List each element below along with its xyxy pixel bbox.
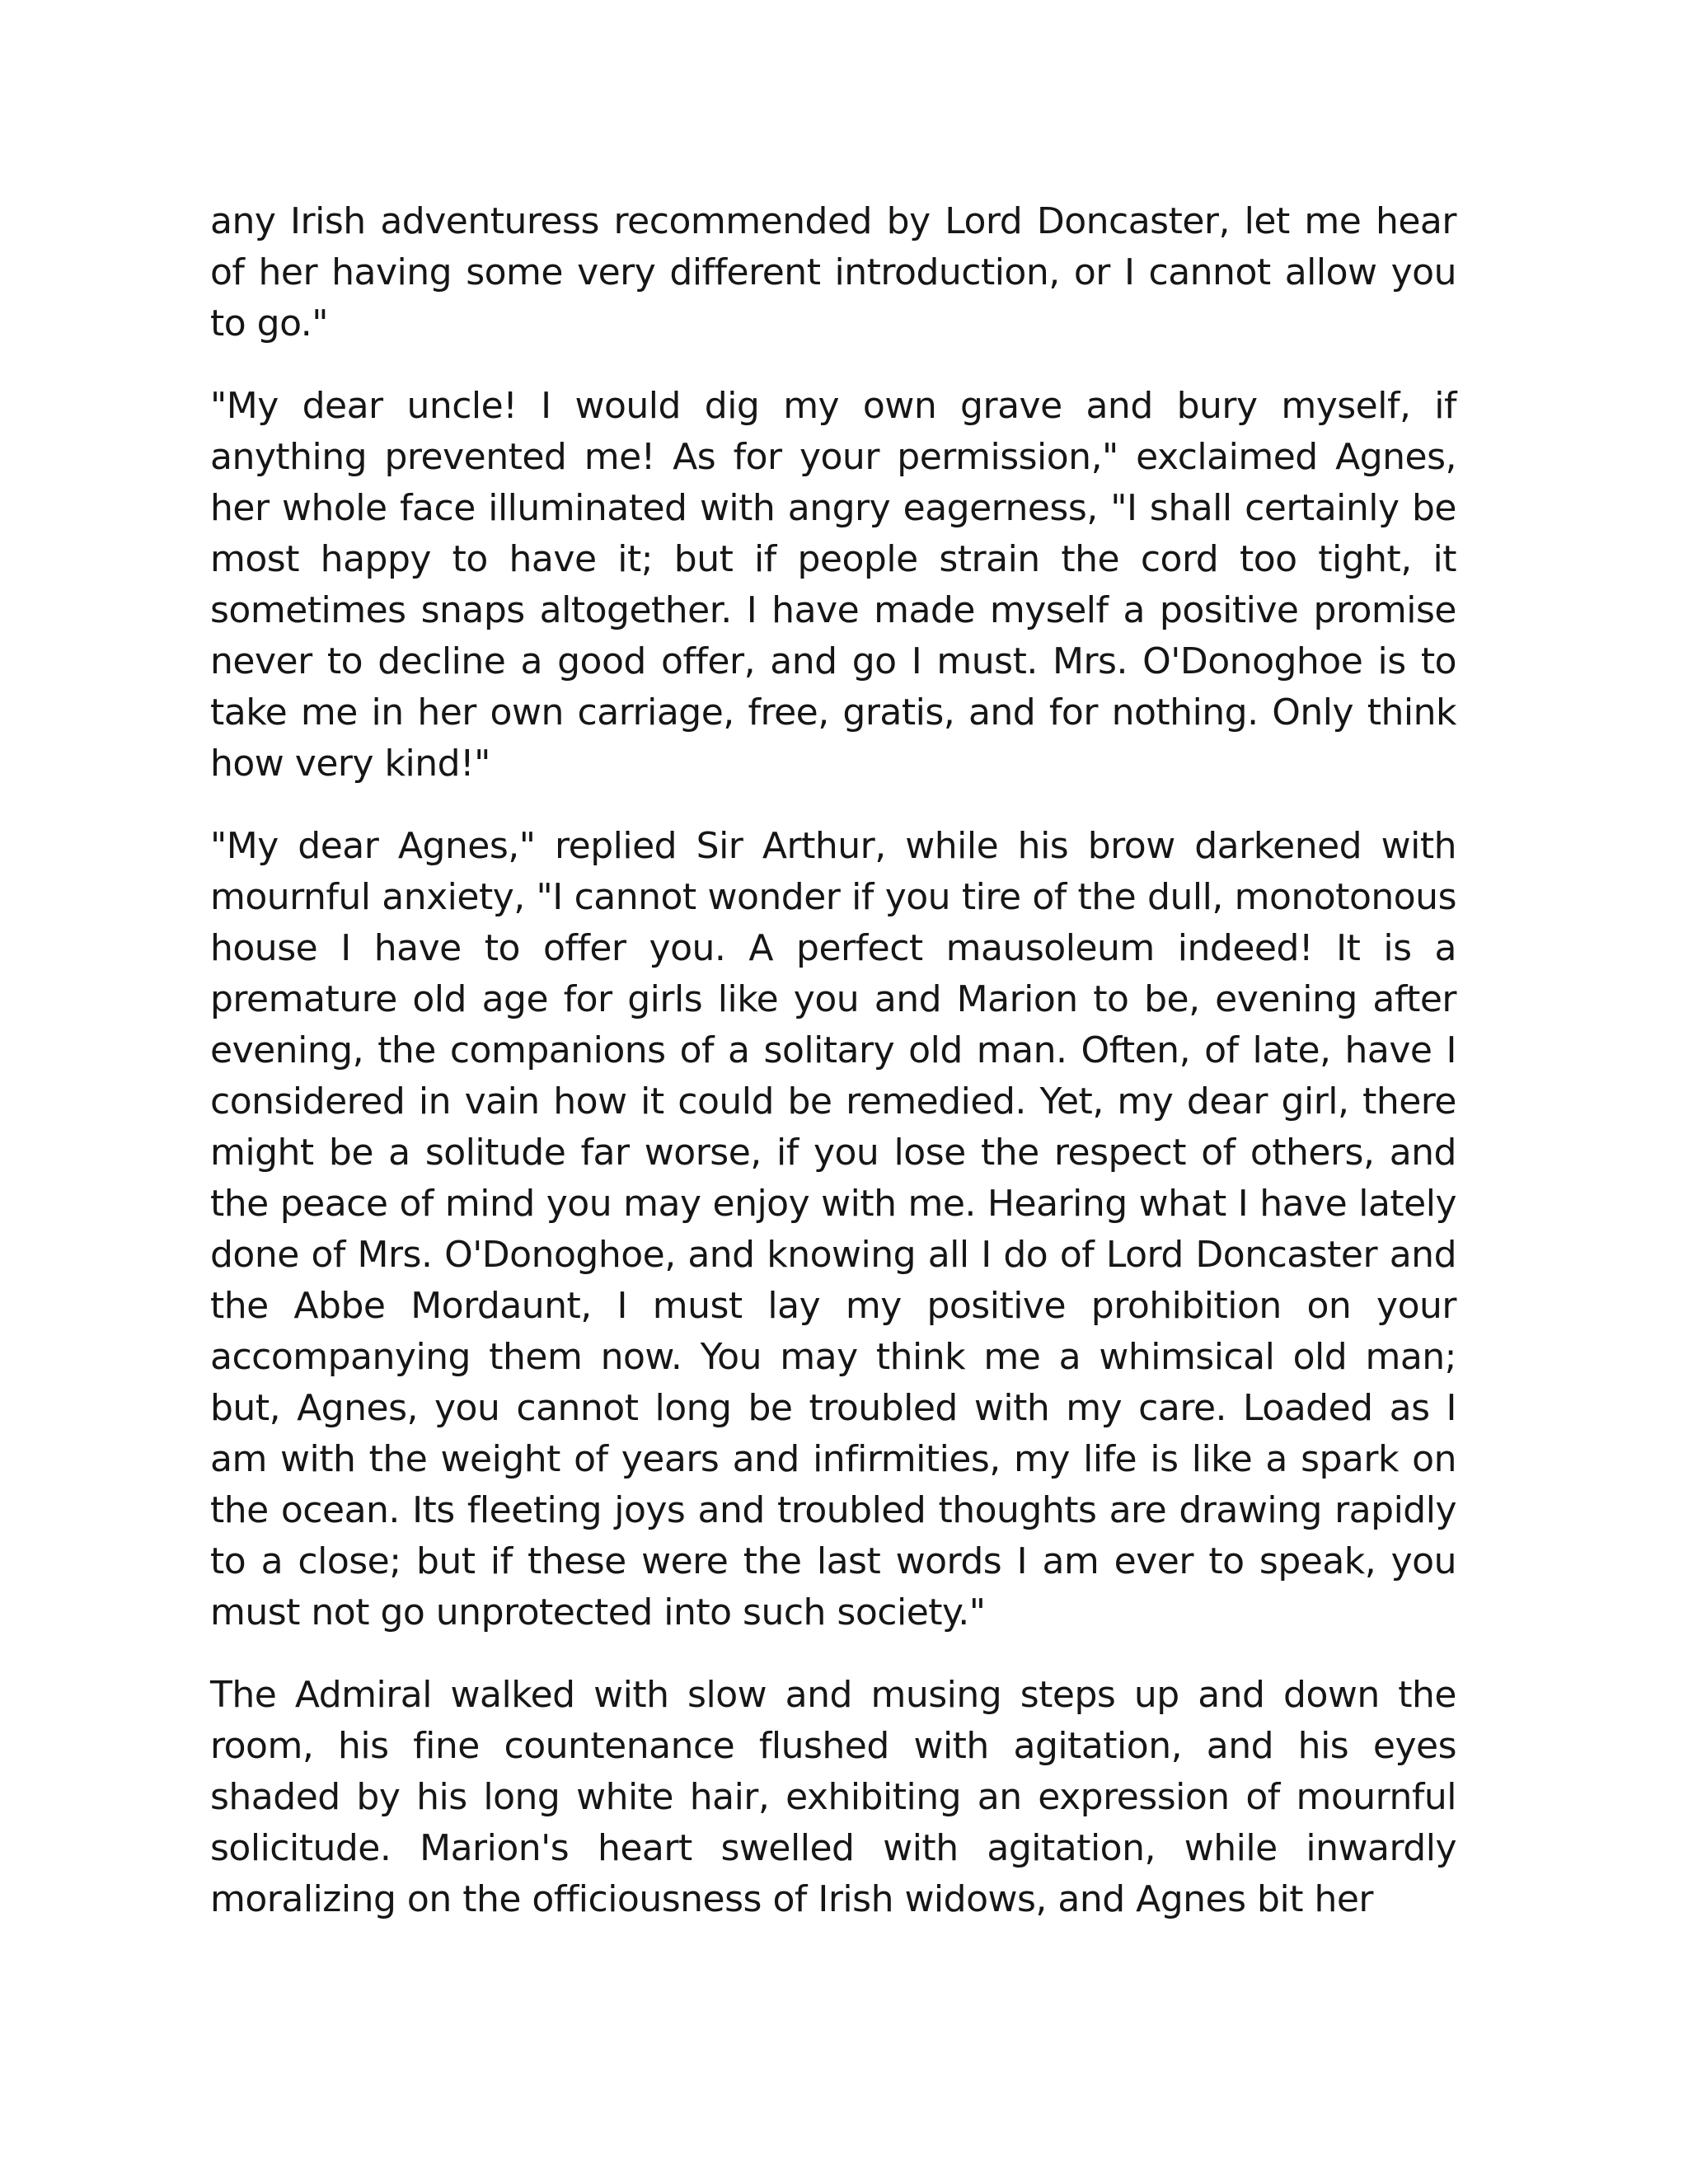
paragraph-3: "My dear Agnes," replied Sir Arthur, while his brow darkened with mournful anxiety, "I cannot wonder if you tire of the dull, monotonous house I have to offer you. A perfect mausoleum indeed! It is a premature old age for girls like you and Marion to be, evening after evening, the companions of a solitary old man. Often, of late, have I considered in vain how it could be remedied. Yet, my dear girl, there might be a solitude far worse, if you lose the respect of others, and the peace of mind you may enjoy with me. Hearing what I have lately done of Mrs. O'Donoghoe, and knowing all I do of Lord Doncaster and the Abbe Mordaunt, I must lay my positive prohibition on your accompanying them now. You may think me a whimsical old man; but, Agnes, you cannot long be troubled with my care. Loaded as I am with the weight of years and infirmities, my life is like a spark on the ocean. Its fleeting joys and troubled thoughts are drawing rapidly to a close; but if these were the last words I am ever to speak, you must not go unprotected into such society." xyxy=(210,825,1456,1633)
paragraph-4: The Admiral walked with slow and musing steps up and down the room, his fine countenance flushed with agitation, and his eyes shaded by his long white hair, exhibiting an expression of mournful solicitude. Marion's heart swelled with agitation, while inwardly moralizing on the officiousness of Irish widows, and Agnes bit her xyxy=(210,1674,1456,1920)
paragraph-1: any Irish adventuress recommended by Lord Doncaster, let me hear of her having some very different introduction, or I cannot allow you to go." xyxy=(210,200,1456,344)
page-body-text xyxy=(210,196,1456,1925)
paragraph-2: "My dear uncle! I would dig my own grave and bury myself, if anything prevented me! As for your permission," exclaimed Agnes, her whole face illuminated with angry eagerness, "I shall certainly be most happy to have it; but if people strain the cord too tight, it sometimes snaps altogether. I have made myself a positive promise never to decline a good offer, and go I must. Mrs. O'Donoghoe is to take me in her own carriage, free, gratis, and for nothing. Only think how very kind!" xyxy=(210,385,1456,785)
